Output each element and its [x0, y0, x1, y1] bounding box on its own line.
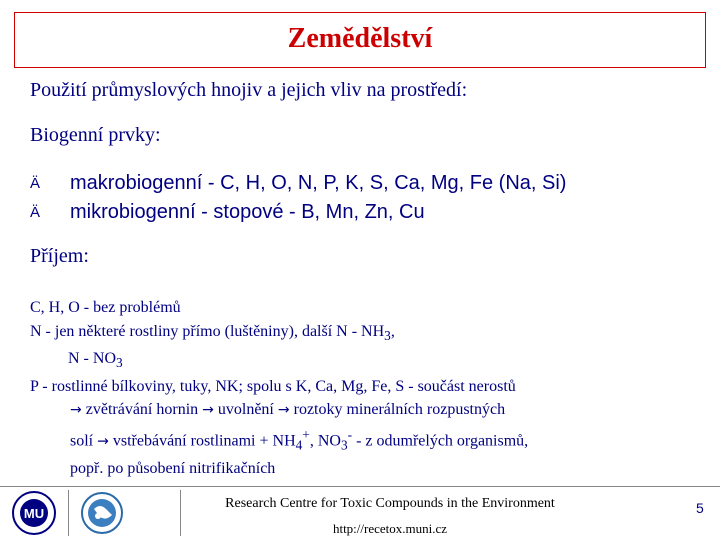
arrow-icon: → [97, 433, 109, 450]
bullet-text: mikrobiogenní - stopové - B, Mn, Zn, Cu [70, 201, 425, 223]
title-box [14, 12, 706, 68]
bullet-list [30, 169, 566, 227]
page-number: 5 [696, 500, 704, 516]
section-heading-biogenni: Biogenní prvky: [30, 124, 161, 146]
body-line: → zvětrávání hornin → uvolnění → roztoky minerálních rozpustných [70, 401, 506, 419]
footer-separator [68, 490, 69, 536]
slide-subtitle: Použití průmyslových hnojiv a jejich vliv na prostředí: [30, 79, 468, 101]
masaryk-university-logo [6, 490, 62, 536]
recetox-logo [76, 489, 128, 537]
body-line: P - rostlinné bílkoviny, tuky, NK; spolu s K, Ca, Mg, Fe, S - součást nerostů [30, 377, 516, 395]
arrow-icon: → [70, 402, 82, 419]
bullet-item [30, 169, 566, 198]
arrow-icon: → [202, 402, 214, 419]
bullet-icon: Ä [30, 204, 41, 221]
body-line: N - jen některé rostliny přímo (luštěniny), další N - $NH_3$, [30, 322, 395, 343]
section-heading-prijem: Příjem: [30, 245, 89, 267]
body-line: N - $NO_3$ [68, 350, 123, 371]
bullet-text: makrobiogenní - C, H, O, N, P, K, S, Ca, Mg, Fe (Na, Si) [70, 172, 567, 194]
mu-logo-text: MU [23, 506, 45, 521]
body-line: C, H, O - bez problémů [30, 299, 181, 316]
bullet-item [30, 198, 566, 227]
footer-url-link[interactable]: http://recetox.muni.cz [332, 521, 448, 536]
footer-divider [0, 486, 720, 487]
body-paragraph [30, 296, 710, 480]
body-line: solí → vstřebávání rostlinami + $NH_4^+$, $NO_3^-$ - z odumřelých organismů, [70, 426, 529, 453]
footer-institution: Research Centre for Toxic Compounds in the Environment [225, 496, 555, 511]
slide-title: Zemědělství [287, 23, 433, 54]
body-line: popř. po působení nitrifikačních [70, 459, 276, 477]
bullet-icon: Ä [30, 175, 41, 192]
arrow-icon: → [277, 402, 290, 419]
